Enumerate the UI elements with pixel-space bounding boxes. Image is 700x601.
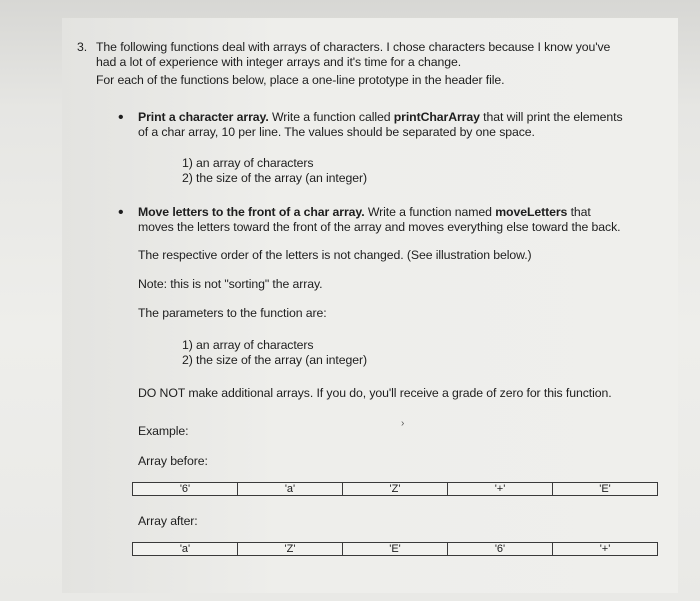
bullet-2-function-name: moveLetters xyxy=(495,205,568,219)
intro-line-2: had a lot of experience with integer arrays and it's time for a change. xyxy=(96,55,462,69)
array-cell: 'E' xyxy=(343,543,448,556)
bullet-1-text-post: that will print the elements xyxy=(479,110,623,124)
bullet-2-line-2: moves the letters toward the front of the array and moves everything else toward the back. xyxy=(138,220,621,234)
bullet-2-title: Move letters to the front of a char array. xyxy=(138,205,365,219)
bullet-1-function-name: printCharArray xyxy=(393,110,480,124)
table-row xyxy=(133,483,658,496)
bullet-1-line-1 xyxy=(138,110,623,125)
stray-tick-mark: › xyxy=(401,418,405,429)
bullet-1-title: Print a character array. xyxy=(138,110,269,124)
array-cell: 'a' xyxy=(133,543,238,556)
bullet-icon: • xyxy=(118,204,124,221)
intro-line-3: For each of the functions below, place a one-line prototype in the header file. xyxy=(96,73,505,87)
array-cell: '6' xyxy=(133,483,238,496)
bullet-1-text-pre: Write a function called xyxy=(268,110,394,124)
bullet-1-param-2: 2) the size of the array (an integer) xyxy=(182,171,367,185)
bullet-2-param-2: 2) the size of the array (an integer) xyxy=(182,353,367,367)
bullet-2-line-1 xyxy=(138,205,591,220)
warning-text: DO NOT make additional arrays. If you do, you'll receive a grade of zero for this function. xyxy=(138,386,612,400)
before-label: Array before: xyxy=(138,454,208,468)
array-cell: 'E' xyxy=(553,483,658,496)
sorting-note: Note: this is not "sorting" the array. xyxy=(138,277,323,291)
order-note: The respective order of the letters is not changed. (See illustration below.) xyxy=(138,248,532,262)
after-label: Array after: xyxy=(138,514,198,528)
table-row xyxy=(133,543,658,556)
bullet-1-line-2: of a char array, 10 per line. The values should be separated by one space. xyxy=(138,125,535,139)
bullet-1-param-1: 1) an array of characters xyxy=(182,156,314,170)
bullet-2-text-pre: Write a function named xyxy=(364,205,496,219)
example-label: Example: xyxy=(138,424,189,438)
array-cell: 'a' xyxy=(238,483,343,496)
array-cell: '+' xyxy=(448,483,553,496)
array-cell: 'Z' xyxy=(238,543,343,556)
intro-line-1: The following functions deal with arrays of characters. I chose characters because I know you've xyxy=(96,40,611,54)
array-after-table xyxy=(132,542,658,556)
bullet-2-param-1: 1) an array of characters xyxy=(182,338,314,352)
array-cell: '+' xyxy=(553,543,658,556)
question-number: 3. xyxy=(77,40,88,54)
array-before-table xyxy=(132,482,658,496)
array-cell: 'Z' xyxy=(343,483,448,496)
params-label: The parameters to the function are: xyxy=(138,306,327,320)
bullet-icon: • xyxy=(118,109,124,126)
array-cell: '6' xyxy=(448,543,553,556)
bullet-2-text-post: that xyxy=(567,205,591,219)
